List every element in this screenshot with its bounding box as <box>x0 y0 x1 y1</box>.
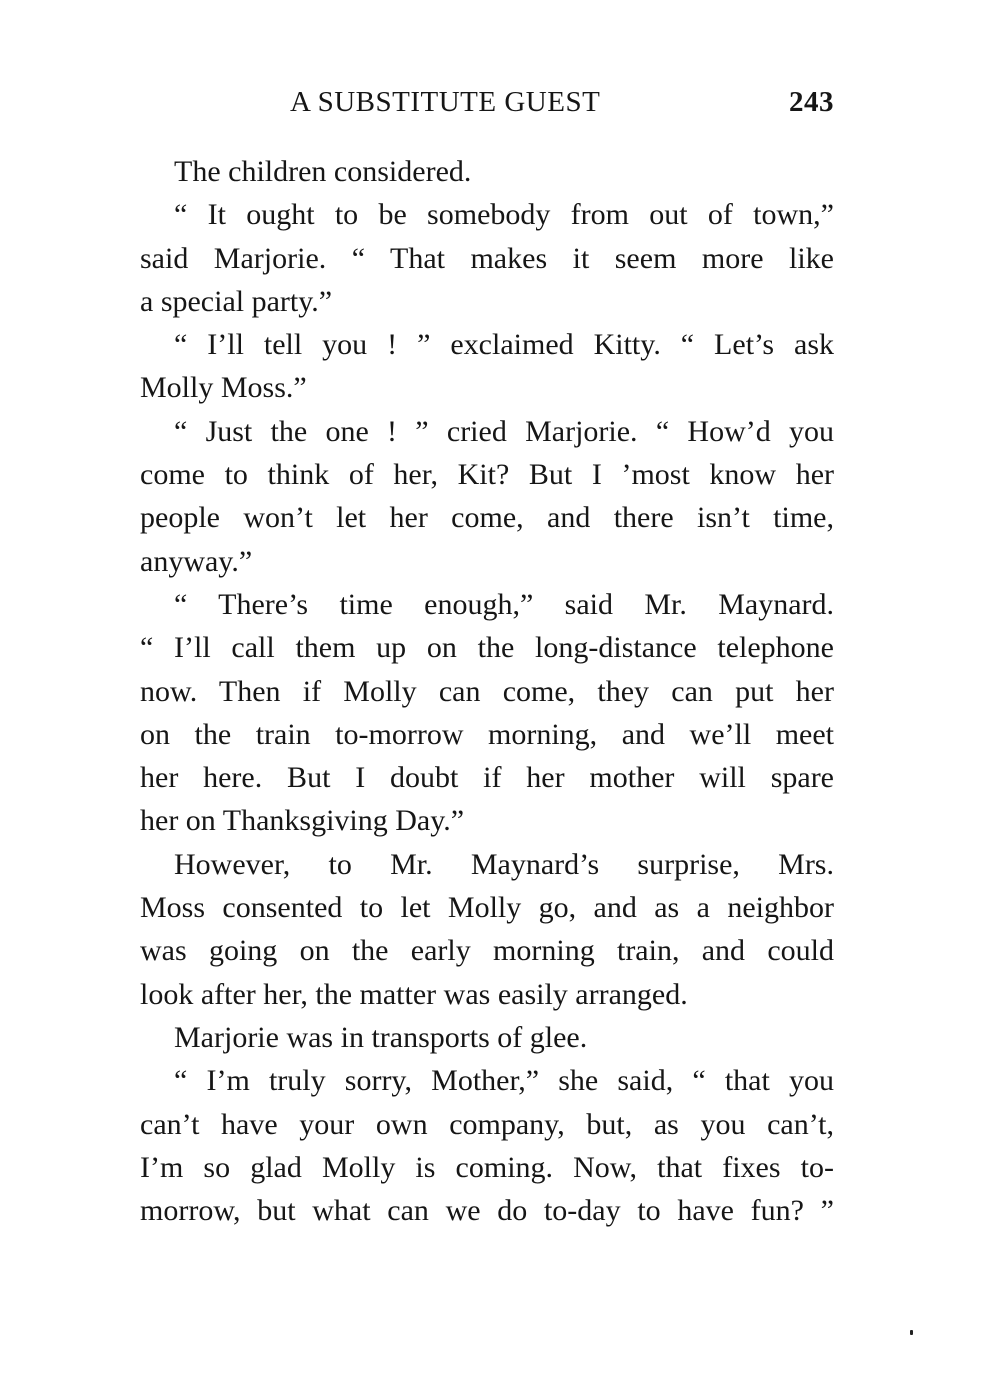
text-line: her on Thanksgiving Day.” <box>140 804 465 838</box>
page-number: 243 <box>789 86 834 118</box>
text-line: I’m so glad Molly is coming. Now, that fixes to- <box>140 1150 834 1184</box>
text-line: “ There’s time enough,” said Mr. Maynard. <box>174 587 834 621</box>
text-line: her here. But I doubt if her mother will spare <box>140 761 834 795</box>
text-line: can’t have your own company, but, as you can’t, <box>140 1107 834 1141</box>
text-line: a special party.” <box>140 284 333 318</box>
text-line: “ I’ll call them up on the long-distance telephone <box>140 631 834 665</box>
text-line: people won’t let her come, and there isn’t time, <box>140 501 834 535</box>
text-line: anyway.” <box>140 544 253 578</box>
text-line: look after her, the matter was easily arranged. <box>140 977 688 1011</box>
text-line: Molly Moss.” <box>140 371 307 405</box>
text-line: “ I’ll tell you ! ” exclaimed Kitty. “ Let’s ask <box>174 328 834 362</box>
text-line: “ Just the one ! ” cried Marjorie. “ How’d you <box>174 414 834 448</box>
text-line: said Marjorie. “ That makes it seem more like <box>140 241 834 275</box>
text-line: The children considered. <box>174 155 472 188</box>
text-line: Marjorie was in transports of glee. <box>174 1020 588 1054</box>
text-line: morrow, but what can we do to-day to have fun? ” <box>140 1194 834 1228</box>
running-title: A SUBSTITUTE GUEST <box>290 86 601 118</box>
text-line: Moss consented to let Molly go, and as a neighbor <box>140 891 834 925</box>
text-line: “ I’m truly sorry, Mother,” she said, “ that you <box>174 1064 834 1098</box>
body-text <box>140 150 834 1232</box>
text-line: now. Then if Molly can come, they can put her <box>140 674 834 708</box>
text-line: come to think of her, Kit? But I ’most know her <box>140 458 834 492</box>
text-line: on the train to-morrow morning, and we’ll meet <box>140 717 834 751</box>
text-line: was going on the early morning train, and could <box>140 934 834 968</box>
text-line: “ It ought to be somebody from out of town,” <box>174 198 834 232</box>
print-speck <box>910 1330 913 1335</box>
running-head <box>140 86 834 130</box>
text-line: However, to Mr. Maynard’s surprise, Mrs. <box>174 847 834 881</box>
